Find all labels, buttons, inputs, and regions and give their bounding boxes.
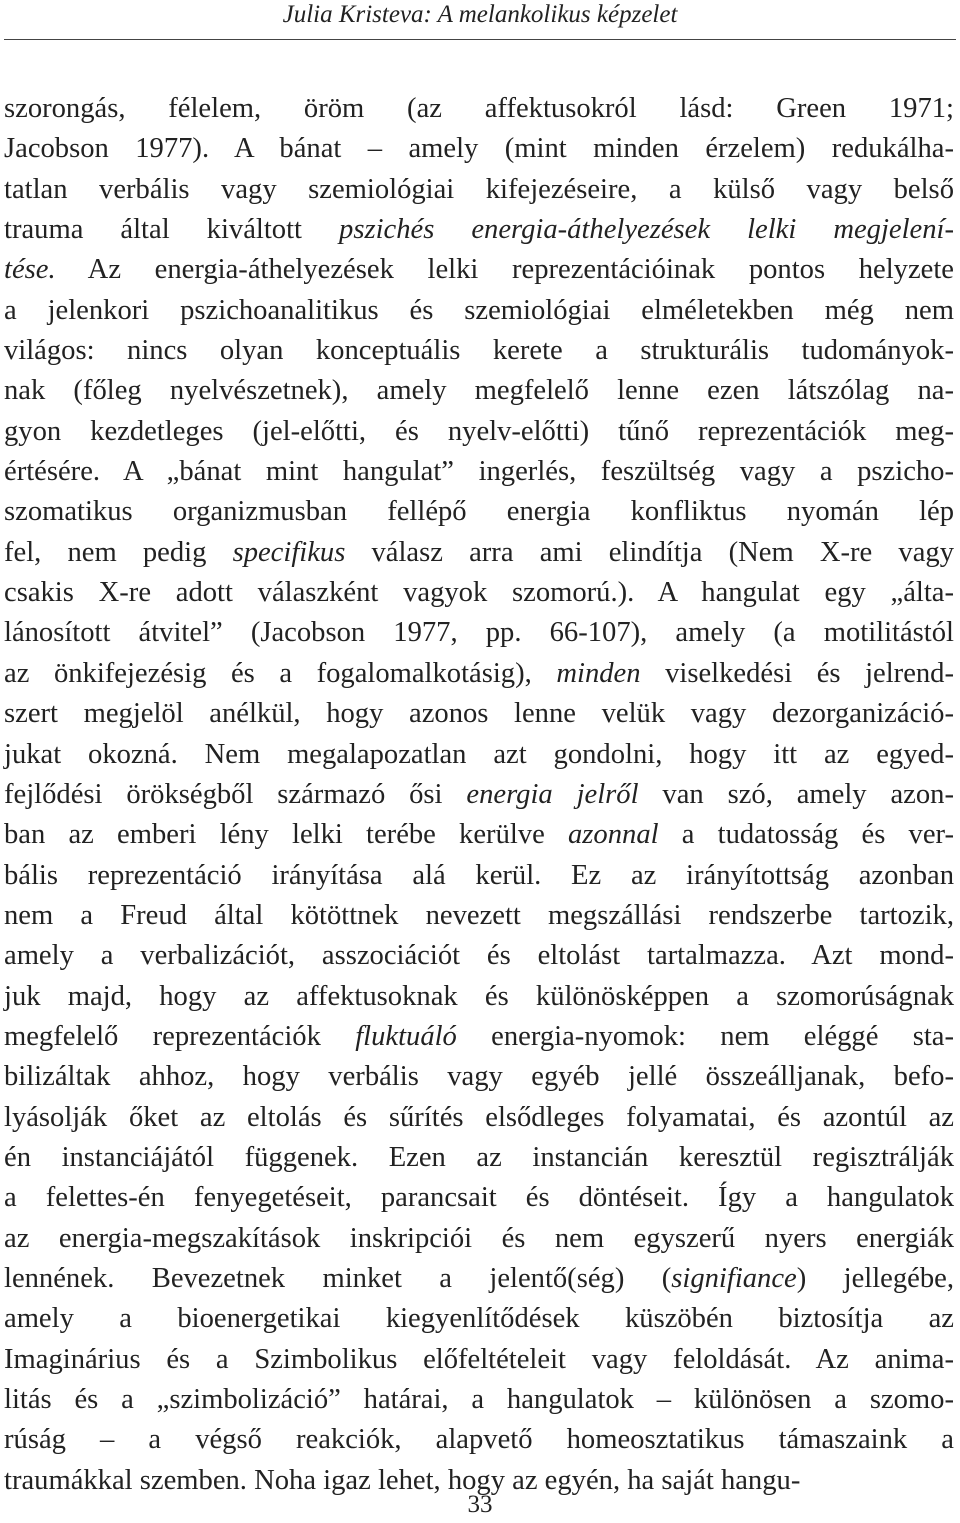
text-line (4, 129, 954, 169)
text-segment: juk majd, hogy az affektusoknak és különösképpen a szomorúságnak (4, 980, 954, 1012)
text-line (4, 896, 954, 936)
italic-text: fluktuáló (355, 1020, 457, 1052)
text-segment: bális reprezentáció irányítása alá kerül. Ez az irányítottság azonban (4, 859, 954, 891)
text-line (4, 1380, 954, 1420)
text-line (4, 412, 954, 452)
text-segment: nak (főleg nyelvészetnek), amely megfelelő lenne ezen látszólag na- (4, 375, 954, 407)
text-line (4, 1178, 954, 1218)
text-segment: litás és a „szimbolizáció” határai, a hangulatok – különösen a szomo- (4, 1384, 954, 1415)
text-line (4, 977, 954, 1017)
text-segment: fejlődési örökségből származó ősi (4, 778, 467, 810)
text-segment: nem a Freud által kötöttnek nevezett megszállási rendszerbe tartozik, (4, 899, 954, 931)
text-line (4, 492, 954, 532)
text-line (4, 1057, 954, 1097)
text-segment: lánosított átvitel” (Jacobson 1977, pp. 66-107), amely (a motilitástól (4, 617, 954, 649)
text-segment: csakis X-re adott válaszként vagyok szomorú.). A hangulat egy „álta- (4, 577, 954, 609)
text-segment: viselkedési és jelrend- (640, 657, 954, 689)
text-line (4, 1259, 954, 1299)
text-segment: lyásolják őket az eltolás és sűrítés elsődleges folyamatai, és azontúl az (4, 1101, 954, 1133)
text-line (4, 573, 954, 613)
text-segment: van szó, amely azon- (638, 778, 954, 810)
text-segment: ) jellegébe, (796, 1262, 955, 1294)
text-segment: energia-nyomok: nem eléggé sta- (456, 1020, 955, 1052)
text-line (4, 1138, 954, 1178)
italic-text: specifikus (232, 536, 346, 568)
text-segment: jukat okozná. Nem megalapozatlan azt gondolni, hogy itt az egyed- (4, 738, 954, 770)
text-segment: az energia-megszakítások inskripciói és nem egyszerű nyers energiák (4, 1222, 954, 1254)
text-line (4, 170, 954, 210)
text-segment: fel, nem pedig (4, 536, 233, 568)
text-line (4, 452, 954, 492)
page-number: 33 (467, 1491, 493, 1518)
text-segment: megfelelő reprezentációk (4, 1020, 356, 1052)
italic-text: signifiance (671, 1262, 797, 1294)
text-segment: amely a verbalizációt, asszociációt és eltolást tartalmazza. Azt mond- (4, 940, 954, 972)
header-divider (4, 39, 956, 40)
text-line (4, 815, 954, 855)
text-segment: lennének. Bevezetnek minket a jelentő(ség) ( (4, 1262, 672, 1294)
text-line (4, 1098, 954, 1138)
text-segment: szomatikus organizmusban fellépő energia konfliktus nyomán lép (4, 496, 954, 528)
text-segment: rúság – a végső reakciók, alapvető homeosztatikus támaszaink a (4, 1424, 954, 1456)
text-segment: világos: nincs olyan konceptuális kerete a strukturális tudományok- (4, 335, 954, 367)
text-line (4, 331, 954, 371)
italic-text: tése. (4, 254, 56, 286)
text-segment: én instanciájától függenek. Ezen az instancián keresztül regisztrálják (4, 1141, 954, 1173)
text-line (4, 775, 954, 815)
text-line (4, 533, 954, 573)
text-segment: bilizáltak ahhoz, hogy verbális vagy egyéb jellé összeálljanak, befo- (4, 1061, 954, 1093)
text-line (4, 613, 954, 653)
text-line (4, 250, 954, 290)
text-segment: ban az emberi lény lelki terébe kerülve (4, 819, 568, 851)
text-segment: trauma által kiváltott (4, 214, 340, 246)
text-line (4, 735, 954, 775)
text-line (4, 936, 954, 976)
text-line (4, 1017, 954, 1057)
text-line (4, 1299, 954, 1339)
text-line (4, 694, 954, 734)
text-line (4, 371, 954, 411)
text-segment: a felettes-én fenyegetéseit, parancsait és döntéseit. Így a hangulatok (4, 1182, 954, 1214)
italic-text: minden (556, 657, 641, 689)
italic-text: energia jelről (466, 778, 639, 810)
text-line (4, 1420, 954, 1460)
text-segment: a jelenkori pszichoanalitikus és szemiológiai elméletekben még nem (4, 294, 954, 326)
text-line (4, 1340, 954, 1380)
italic-text: azonnal (568, 819, 659, 851)
text-segment: traumákkal szemben. Noha igaz lehet, hogy az egyén, ha saját hangu- (4, 1464, 801, 1496)
text-segment: gyon kezdetleges (jel-előtti, és nyelv-előtti) tűnő reprezentációk meg- (4, 415, 954, 447)
text-segment: Imaginárius és a Szimbolikus előfeltételeit vagy feloldását. Az anima- (4, 1343, 954, 1375)
running-header: Julia Kristeva: A melankolikus képzelet (282, 1, 678, 28)
text-line (4, 210, 954, 250)
text-segment: Jacobson 1977). A bánat – amely (mint minden érzelem) redukálha- (4, 133, 954, 165)
italic-text: pszichés energia-áthelyezések lelki megjelení- (339, 214, 954, 246)
text-segment: tatlan verbális vagy szemiológiai kifejezéseire, a külső vagy belső (4, 173, 954, 205)
text-segment: válasz arra ami elindítja (Nem X-re vagy (345, 536, 954, 568)
text-line (4, 1219, 954, 1259)
text-segment: értésére. A „bánat mint hangulat” ingerlés, feszültség vagy a pszicho- (4, 456, 954, 488)
text-line (4, 89, 954, 129)
text-segment: amely a bioenergetikai kiegyenlítődések küszöbén biztosítja az (4, 1303, 954, 1335)
text-segment: szorongás, félelem, öröm (az affektusokról lásd: Green 1971; (4, 93, 954, 124)
text-segment: Az energia-áthelyezések lelki reprezentációinak pontos helyzete (55, 254, 954, 286)
body-text (4, 89, 954, 1501)
text-segment: a tudatosság és ver- (658, 819, 954, 851)
text-segment: szert megjelöl anélkül, hogy azonos lenne velük vagy dezorganizáció- (4, 698, 954, 730)
text-segment: az önkifejezésig és a fogalomalkotásig), (4, 657, 557, 689)
text-line (4, 654, 954, 694)
text-line (4, 856, 954, 896)
text-line (4, 291, 954, 331)
